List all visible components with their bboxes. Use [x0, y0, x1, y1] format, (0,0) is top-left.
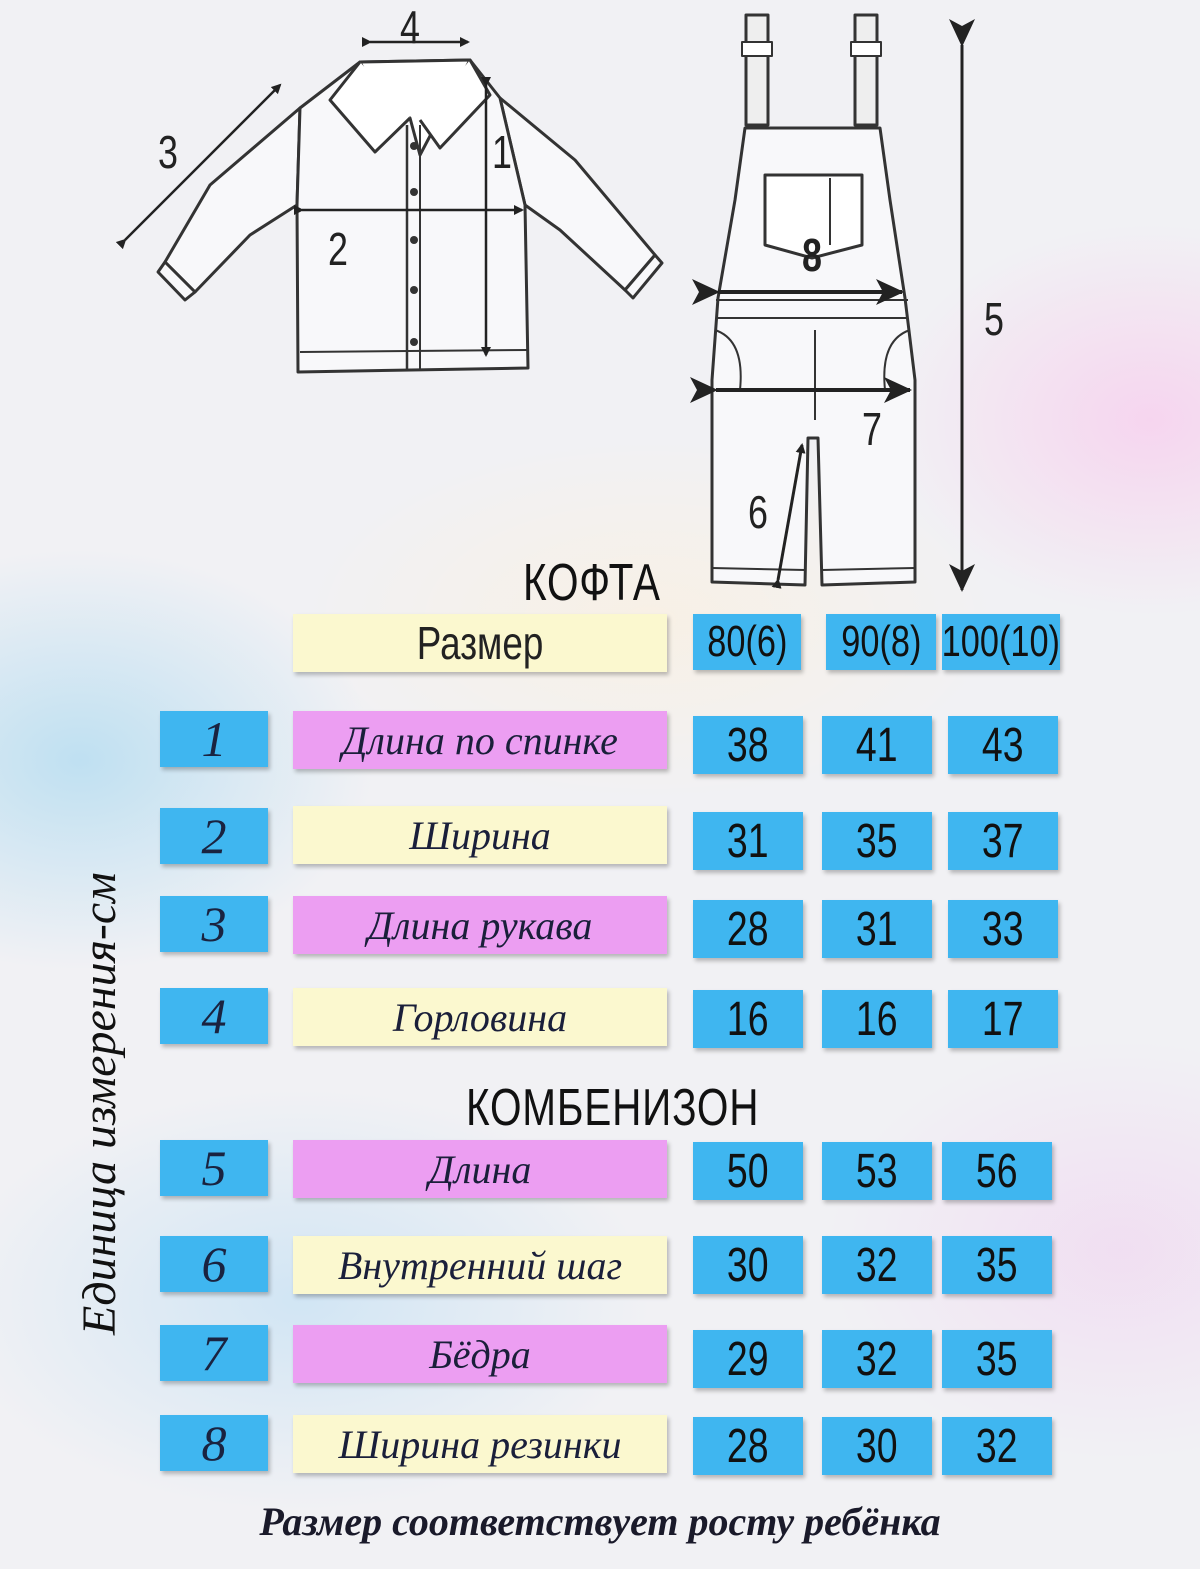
dim-label-8: 8	[802, 229, 822, 281]
value-cell: 37	[948, 812, 1058, 870]
measurement-label: Внутренний шаг	[293, 1236, 667, 1294]
measurement-label: Ширина резинки	[293, 1415, 667, 1473]
size-header-90: 90(8)	[826, 614, 936, 670]
row-number: 2	[160, 808, 268, 864]
size-header-100: 100(10)	[942, 614, 1060, 670]
value-cell: 30	[822, 1417, 932, 1475]
measurement-label: Ширина	[293, 806, 667, 864]
value-cell: 32	[942, 1417, 1052, 1475]
value-cell: 43	[948, 716, 1058, 774]
value-cell: 35	[942, 1236, 1052, 1294]
value-cell: 32	[822, 1330, 932, 1388]
garment-diagram	[0, 0, 1200, 600]
dim-label-3: 3	[158, 126, 178, 178]
dim-label-1: 1	[492, 126, 512, 178]
measurement-label: Горловина	[293, 988, 667, 1046]
value-cell: 17	[948, 990, 1058, 1048]
dim-label-4: 4	[400, 1, 420, 53]
row-number: 5	[160, 1140, 268, 1196]
row-number: 8	[160, 1415, 268, 1471]
row-number: 1	[160, 711, 268, 767]
unit-note: Единица измерения-см	[73, 872, 126, 1335]
dim-label-5: 5	[984, 293, 1004, 345]
measurement-label: Длина	[293, 1140, 667, 1198]
dim-label-6: 6	[748, 486, 768, 538]
size-header-80: 80(6)	[693, 614, 801, 670]
value-cell: 28	[693, 900, 803, 958]
size-header-label: Размер	[293, 614, 667, 672]
overalls-drawing	[712, 15, 915, 585]
dim-label-2: 2	[328, 223, 348, 275]
value-cell: 35	[822, 812, 932, 870]
value-cell: 35	[942, 1330, 1052, 1388]
value-cell: 38	[693, 716, 803, 774]
value-cell: 30	[693, 1236, 803, 1294]
value-cell: 50	[693, 1142, 803, 1200]
value-cell: 31	[822, 900, 932, 958]
jacket-drawing	[158, 60, 662, 372]
value-cell: 16	[693, 990, 803, 1048]
value-cell: 31	[693, 812, 803, 870]
value-cell: 28	[693, 1417, 803, 1475]
value-cell: 32	[822, 1236, 932, 1294]
jacket-section-title: КОФТА	[523, 554, 661, 612]
value-cell: 41	[822, 716, 932, 774]
measurement-label: Длина по спинке	[293, 711, 667, 769]
value-cell: 16	[822, 990, 932, 1048]
value-cell: 33	[948, 900, 1058, 958]
row-number: 7	[160, 1325, 268, 1381]
row-number: 4	[160, 988, 268, 1044]
row-number: 3	[160, 896, 268, 952]
value-cell: 29	[693, 1330, 803, 1388]
row-number: 6	[160, 1236, 268, 1292]
measurement-label: Бёдра	[293, 1325, 667, 1383]
footer-note: Размер соответствует росту ребёнка	[259, 1499, 941, 1544]
value-cell: 53	[822, 1142, 932, 1200]
overalls-section-title: КОМБЕНИЗОН	[466, 1079, 760, 1137]
value-cell: 56	[942, 1142, 1052, 1200]
dim-label-7: 7	[862, 403, 882, 455]
measurement-label: Длина рукава	[293, 896, 667, 954]
